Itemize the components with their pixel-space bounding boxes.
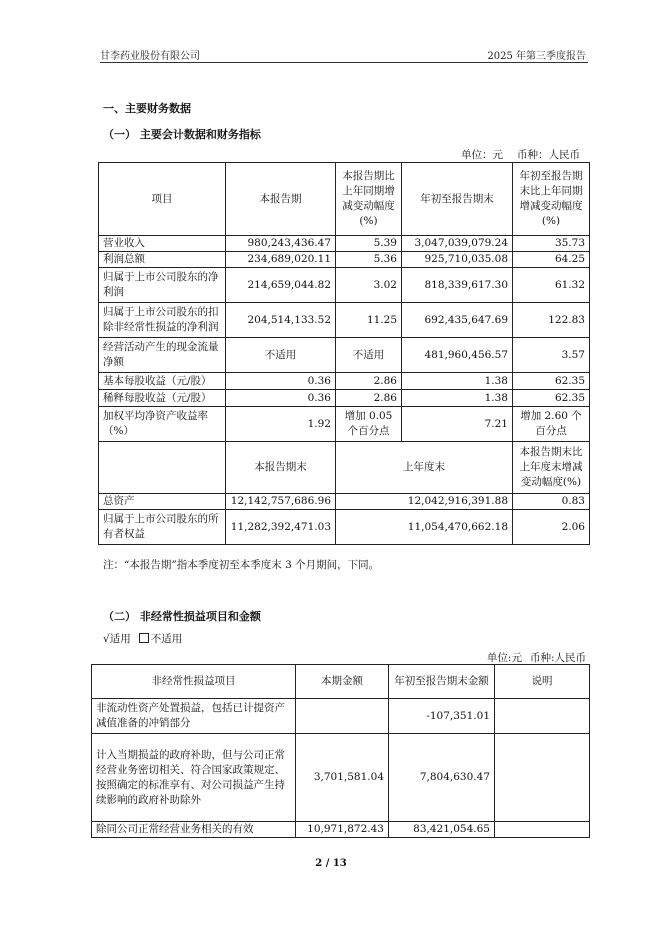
row-end: 12,142,757,686.96 — [226, 494, 336, 510]
subheader-end-change: 本报告期末比上年度末增减变动幅度(%) — [513, 442, 590, 494]
table-row — [99, 510, 590, 545]
header-divider — [100, 62, 588, 63]
subheader-end: 本报告期末 — [226, 442, 336, 494]
non-recurring-table — [91, 664, 590, 838]
header-item: 项目 — [99, 163, 226, 236]
row-ytd: -107,351.01 — [389, 699, 495, 734]
row-ytd: 1.38 — [402, 390, 513, 407]
row-prev-end: 12,042,916,391.88 — [336, 494, 513, 510]
applicable-option: √适用 — [103, 633, 131, 645]
header-report-title: 2025 年第三季度报告 — [487, 51, 586, 62]
row-ytd-change: 62.35 — [513, 390, 590, 407]
row-current — [296, 699, 389, 734]
row-note — [495, 734, 590, 822]
table-note: 注：“本报告期”指本季度初至本季度末 3 个月期间，下同。 — [103, 559, 380, 571]
table-row — [99, 373, 590, 390]
row-note — [495, 822, 590, 838]
table-row — [92, 822, 590, 838]
table-header-row — [99, 163, 590, 236]
row-item: 总资产 — [99, 494, 226, 510]
row-item: 加权平均净资产收益率（%） — [99, 407, 226, 442]
row-ytd: 1.38 — [402, 373, 513, 390]
unit-line-2 — [479, 650, 586, 665]
row-prev-end: 11,054,470,662.18 — [336, 510, 513, 545]
table-row — [99, 268, 590, 303]
not-applicable-option: 不适用 — [150, 633, 183, 645]
currency-label: 币种:人民币 — [529, 652, 586, 664]
row-ytd: 83,421,054.65 — [389, 822, 495, 838]
key-financial-table — [98, 162, 590, 545]
header-ytd: 年初至报告期末 — [402, 163, 513, 236]
table-row — [99, 494, 590, 510]
row-current: 234,689,020.11 — [226, 252, 336, 268]
unit-label: 单位:元 — [486, 652, 522, 664]
row-current: 0.36 — [226, 373, 336, 390]
row-ytd: 7,804,630.47 — [389, 734, 495, 822]
row-change: 5.39 — [336, 236, 402, 252]
header-current: 本报告期 — [226, 163, 336, 236]
table-row — [99, 236, 590, 252]
currency-label: 币种：人民币 — [517, 149, 580, 161]
row-ytd-change: 64.25 — [513, 252, 590, 268]
subsection-title-key-indicators: （一） 主要会计数据和财务指标 — [103, 128, 261, 141]
page-number: 2 / 13 — [315, 858, 347, 869]
unit-label: 单位：元 — [461, 149, 503, 161]
table-row — [99, 303, 590, 338]
row-item: 稀释每股收益（元/股） — [99, 390, 226, 407]
section-title-financial-data: 一、主要财务数据 — [103, 102, 191, 115]
row-change: 3.02 — [336, 268, 402, 303]
row-current: 204,514,133.52 — [226, 303, 336, 338]
row-current: 1.92 — [226, 407, 336, 442]
header-current-change: 本报告期比上年同期增减变动幅度(%) — [336, 163, 402, 236]
row-ytd: 3,047,039,079.24 — [402, 236, 513, 252]
row-current: 3,701,581.04 — [296, 734, 389, 822]
row-current: 不适用 — [226, 338, 336, 373]
unit-line-1 — [447, 147, 580, 162]
header-ytd: 年初至报告期末金额 — [389, 665, 495, 699]
row-ytd-change: 增加 2.60 个百分点 — [513, 407, 590, 442]
row-ytd: 692,435,647.69 — [402, 303, 513, 338]
row-ytd-change: 62.35 — [513, 373, 590, 390]
row-item: 非流动性资产处置损益，包括已计提资产减值准备的冲销部分 — [92, 699, 296, 734]
row-ytd-change: 61.32 — [513, 268, 590, 303]
row-change: 2.86 — [336, 390, 402, 407]
row-item: 利润总额 — [99, 252, 226, 268]
header-current: 本期金额 — [296, 665, 389, 699]
row-item: 基本每股收益（元/股） — [99, 373, 226, 390]
row-current: 10,971,872.43 — [296, 822, 389, 838]
row-change: 2.06 — [513, 510, 590, 545]
row-current: 980,243,436.47 — [226, 236, 336, 252]
row-item: 除同公司正常经营业务相关的有效 — [92, 822, 296, 838]
row-current: 0.36 — [226, 390, 336, 407]
row-ytd: 925,710,035.08 — [402, 252, 513, 268]
row-item: 计入当期损益的政府补助，但与公司正常经营业务密切相关、符合国家政策规定、按照确定的标准享有、对公司损益产生持续影响的政府补助除外 — [92, 734, 296, 822]
row-item: 经营活动产生的现金流量净额 — [99, 338, 226, 373]
subheader-prev-end: 上年度末 — [336, 442, 513, 494]
row-ytd: 481,960,456.57 — [402, 338, 513, 373]
row-item: 归属于上市公司股东的净利润 — [99, 268, 226, 303]
header-ytd-change: 年初至报告期末比上年同期增减变动幅度(%) — [513, 163, 590, 236]
row-item: 归属于上市公司股东的所有者权益 — [99, 510, 226, 545]
row-ytd-change: 122.83 — [513, 303, 590, 338]
row-item: 营业收入 — [99, 236, 226, 252]
row-ytd: 7.21 — [402, 407, 513, 442]
table-row — [99, 407, 590, 442]
table-row — [99, 338, 590, 373]
row-change: 不适用 — [336, 338, 402, 373]
table-row — [92, 734, 590, 822]
header-item: 非经常性损益项目 — [92, 665, 296, 699]
row-change: 0.83 — [513, 494, 590, 510]
row-change: 11.25 — [336, 303, 402, 338]
applicability-options — [103, 631, 182, 646]
row-change: 增加 0.05 个百分点 — [336, 407, 402, 442]
table-row — [99, 390, 590, 407]
row-ytd: 818,339,617.30 — [402, 268, 513, 303]
table-header-row — [92, 665, 590, 699]
table-subheader-row — [99, 442, 590, 494]
row-current: 214,659,044.82 — [226, 268, 336, 303]
row-change: 5.36 — [336, 252, 402, 268]
row-ytd-change: 3.57 — [513, 338, 590, 373]
subsection-title-non-recurring: （二） 非经常性损益项目和金额 — [103, 610, 261, 623]
row-change: 2.86 — [336, 373, 402, 390]
subheader-blank — [99, 442, 226, 494]
table-row — [92, 699, 590, 734]
row-item: 归属于上市公司股东的扣除非经常性损益的净利润 — [99, 303, 226, 338]
table-row — [99, 252, 590, 268]
header-company: 甘李药业股份有限公司 — [100, 51, 200, 62]
header-note: 说明 — [495, 665, 590, 699]
row-note — [495, 699, 590, 734]
row-end: 11,282,392,471.03 — [226, 510, 336, 545]
row-ytd-change: 35.73 — [513, 236, 590, 252]
checkbox-icon — [139, 633, 149, 643]
